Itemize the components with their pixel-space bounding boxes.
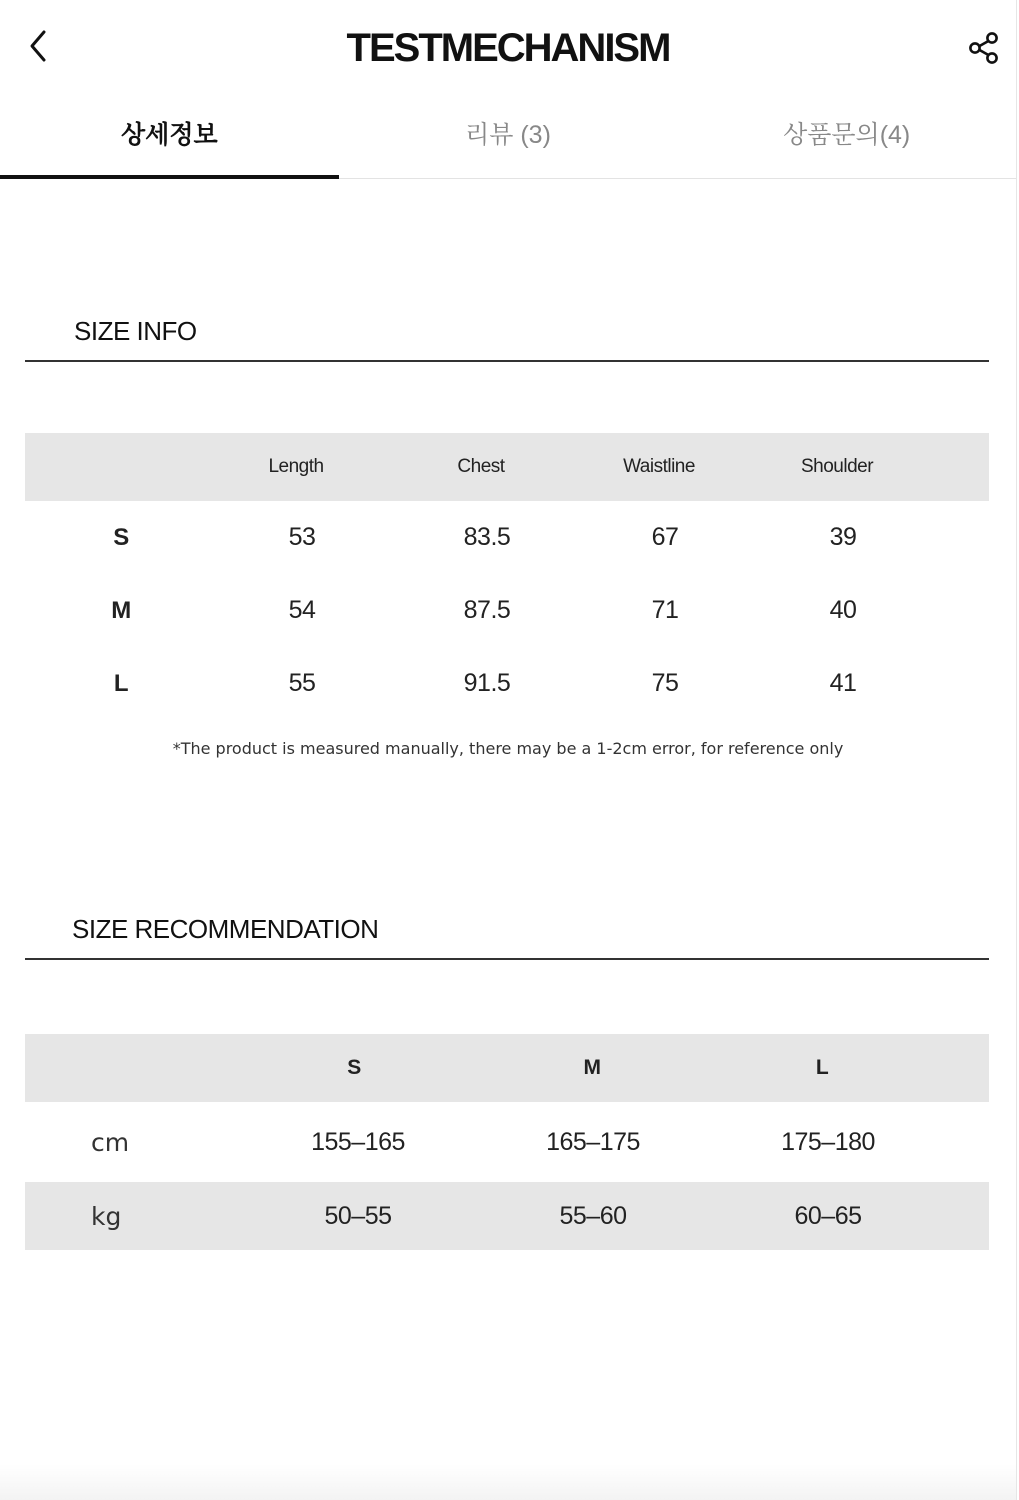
length-value: 53	[288, 523, 316, 551]
chest-value: 87.5	[463, 596, 511, 624]
recommendation-value: 60–65	[794, 1201, 862, 1230]
share-icon	[966, 30, 1002, 66]
recommendation-value: 165–175	[546, 1127, 640, 1156]
size-info-title	[25, 316, 989, 362]
table-row	[25, 1102, 989, 1182]
recommendation-value: 155–165	[311, 1127, 405, 1156]
shoulder-value: 41	[829, 669, 857, 697]
col-waistline: Waistline	[623, 456, 695, 477]
top-header	[0, 0, 1016, 96]
measurement-note: *The product is measured manually, there may be a 1-2cm error, for reference only	[172, 739, 844, 758]
tab-details[interactable]: 상세정보	[0, 96, 339, 178]
recommendation-value: 175–180	[781, 1127, 875, 1156]
size-recommendation-title-text: SIZE RECOMMENDATION	[72, 914, 379, 944]
product-tabs	[0, 96, 1016, 179]
brand-title: TESTMECHANISM	[346, 26, 670, 70]
table-row	[25, 501, 989, 574]
chest-value: 83.5	[463, 523, 511, 551]
col-size-s: S	[347, 1056, 361, 1079]
size-info-header-row	[25, 433, 989, 501]
size-info-table	[25, 433, 989, 720]
col-chest: Chest	[457, 456, 505, 477]
length-value: 54	[288, 596, 316, 624]
recommendation-value: 50–55	[324, 1201, 392, 1230]
col-size-l: L	[815, 1056, 829, 1079]
recommendation-value: 55–60	[559, 1201, 627, 1230]
recommendation-header-row	[25, 1034, 989, 1102]
col-size-m: M	[583, 1056, 601, 1079]
waistline-value: 67	[651, 523, 679, 551]
size-label: L	[113, 669, 129, 697]
table-row	[25, 574, 989, 647]
chest-value: 91.5	[463, 669, 511, 697]
size-info-title-text: SIZE INFO	[74, 316, 197, 346]
length-value: 55	[288, 669, 316, 697]
col-length: Length	[268, 456, 324, 477]
unit-label: cm	[91, 1127, 130, 1157]
size-label: S	[113, 523, 129, 551]
size-label: M	[111, 596, 131, 624]
waistline-value: 71	[651, 596, 679, 624]
waistline-value: 75	[651, 669, 679, 697]
shoulder-value: 40	[829, 596, 857, 624]
unit-label: kg	[91, 1201, 122, 1231]
bottom-fade	[0, 1464, 1016, 1500]
tab-inquiries[interactable]: 상품문의(4)	[783, 121, 911, 149]
share-button[interactable]	[966, 30, 1002, 66]
col-shoulder: Shoulder	[800, 456, 874, 477]
tab-reviews[interactable]: 리뷰 (3)	[465, 121, 551, 149]
table-row	[25, 1182, 989, 1250]
size-recommendation-title	[25, 914, 989, 960]
shoulder-value: 39	[829, 523, 857, 551]
size-recommendation-table	[25, 1034, 989, 1250]
table-row	[25, 647, 989, 720]
